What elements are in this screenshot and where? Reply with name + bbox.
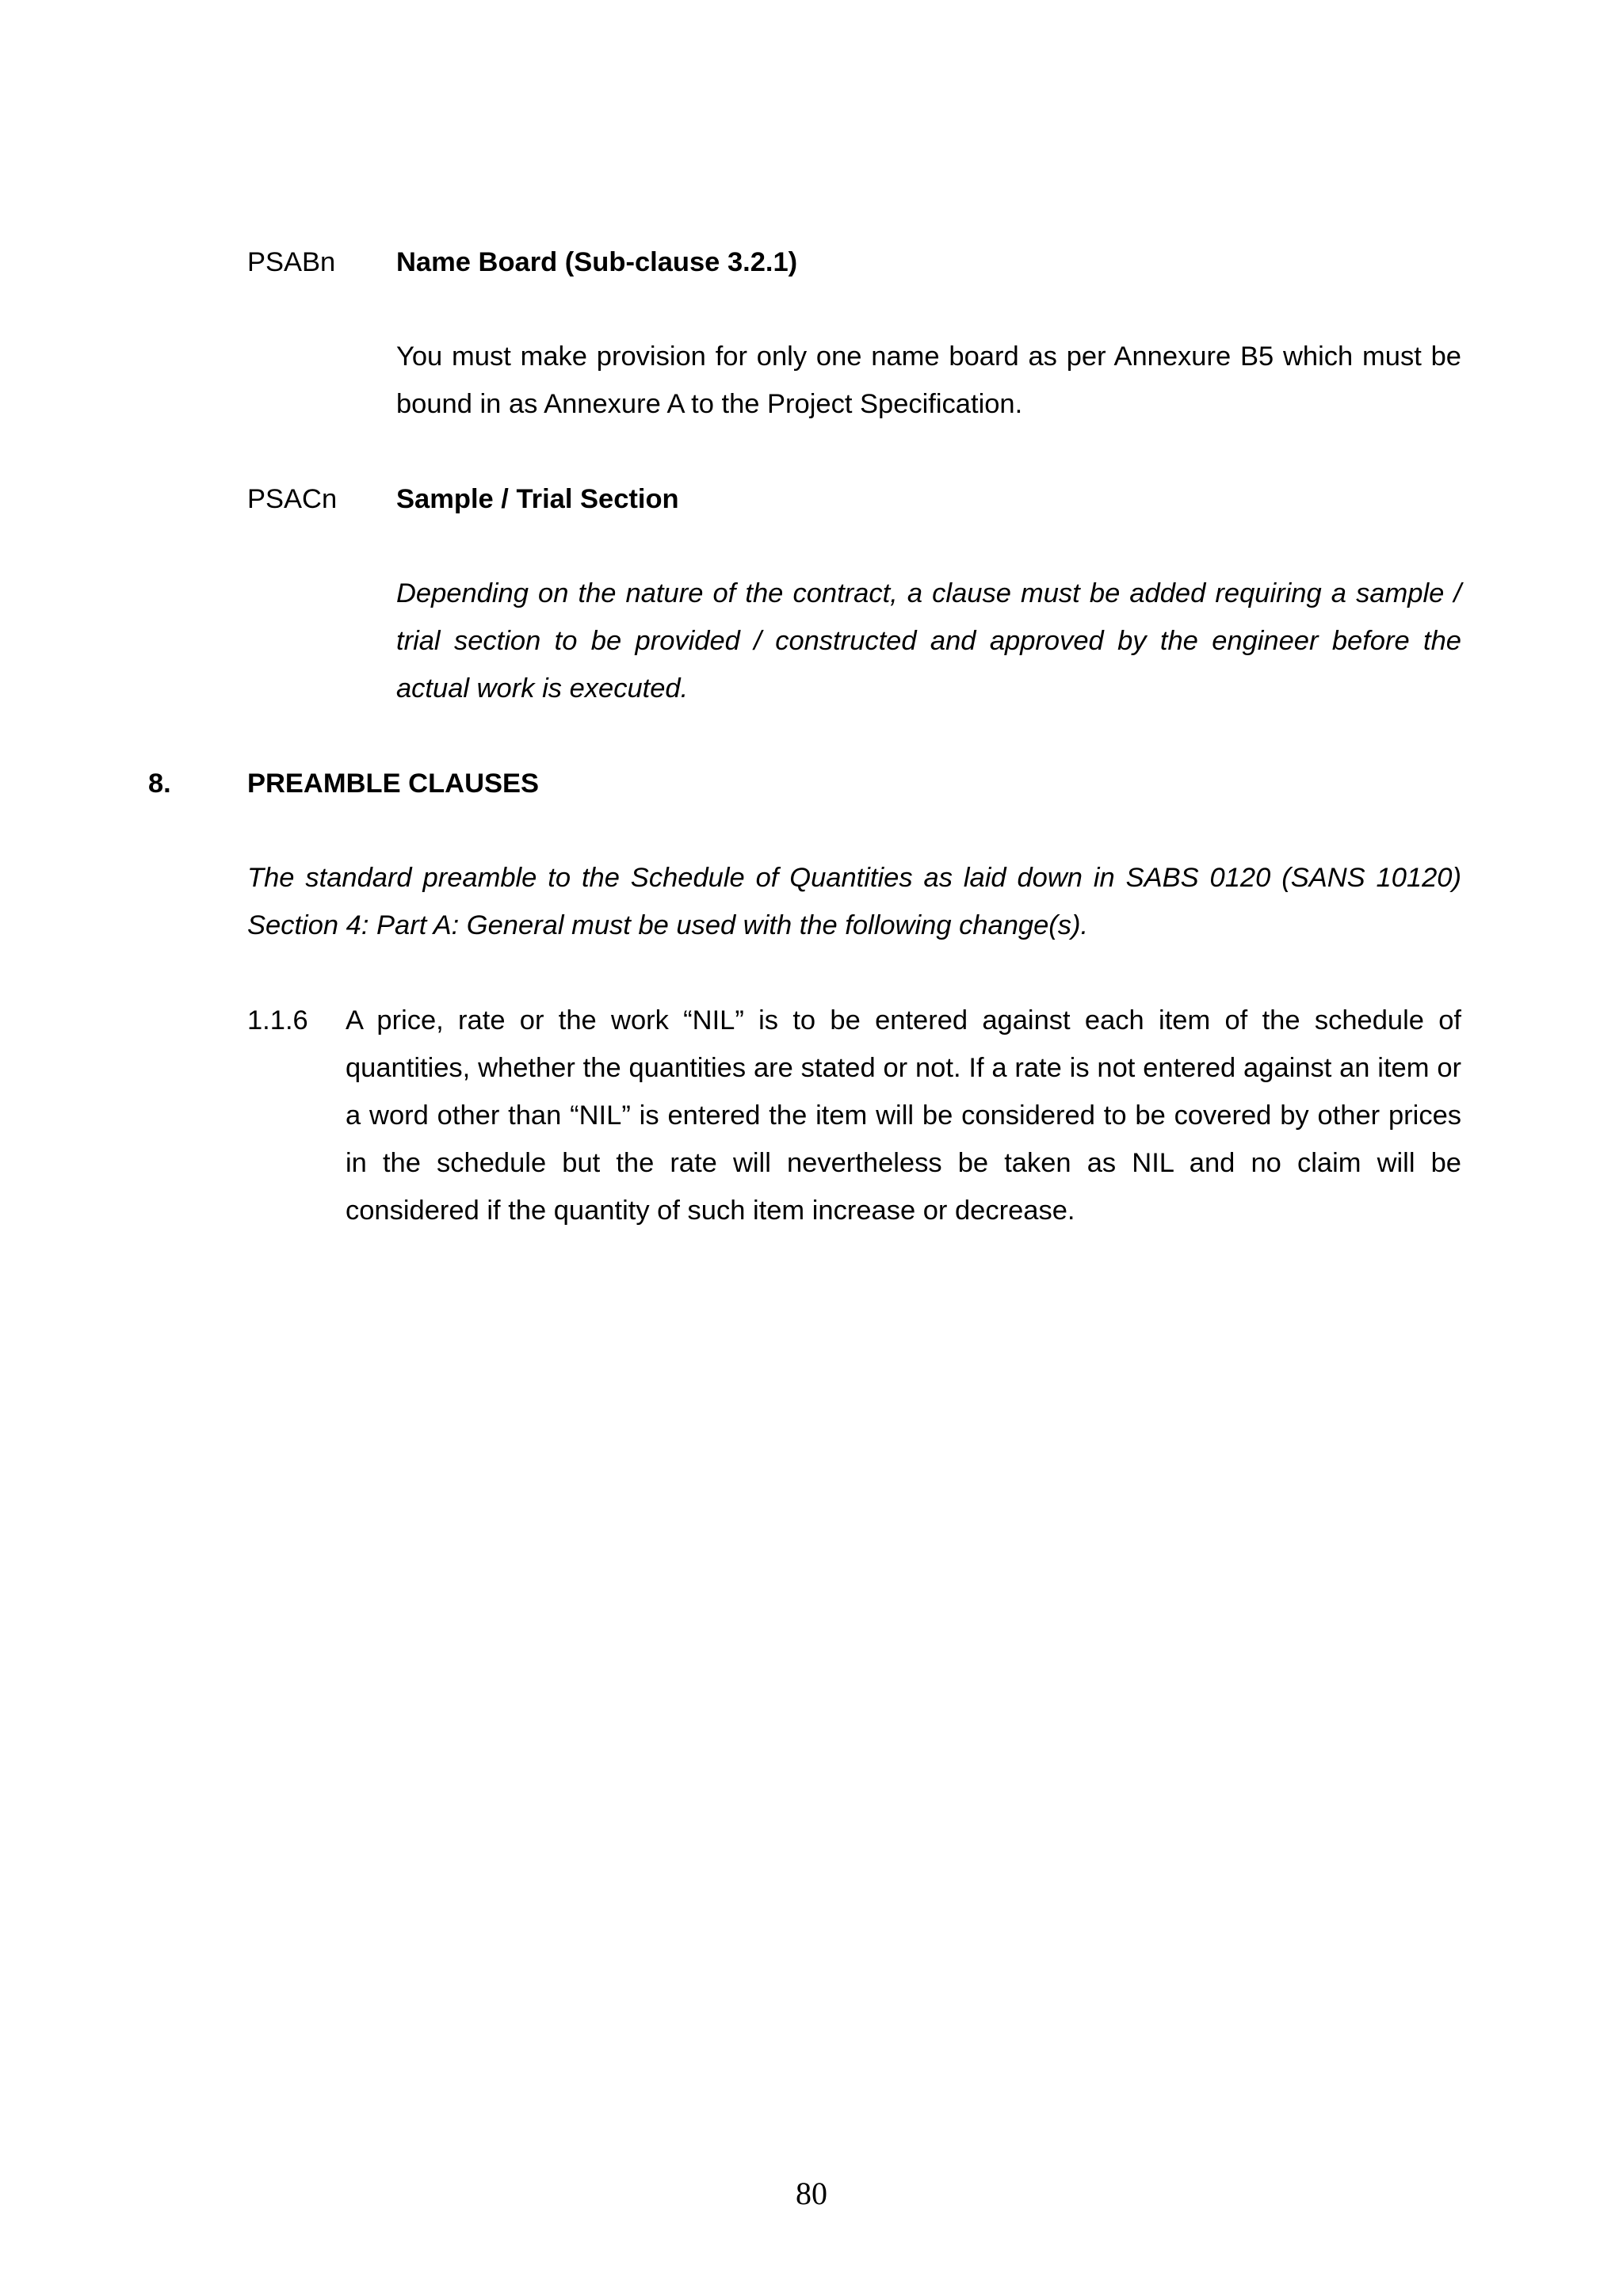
clause-text-sample-trial: Depending on the nature of the contract, a clause must be added requiring a sample / trial section to be provided / constructed and approved by the engineer before the actual work is executed.: [396, 578, 1461, 704]
clause-code-psacn: PSACn: [247, 484, 338, 514]
item-number: 1.1.6: [247, 1005, 308, 1035]
section-intro: The standard preamble to the Schedule of Quantities as laid down in SABS 0120 (SANS 10120) Section 4: Part A: General must be used with the following change(s).: [247, 863, 1461, 940]
item-text: A price, rate or the work “NIL” is to be entered against each item of the schedule of quantities, whether the quantities are stated or not. If a rate is not entered against an item or a word other than “NIL” is entered the item will be considered to be covered by other prices in the schedule but the rate will nevertheless be taken as NIL and no claim will be considered if the quantity of such item increase or decrease.: [346, 1005, 1461, 1226]
section-title: PREAMBLE CLAUSES: [247, 769, 540, 799]
section-number: 8.: [148, 769, 171, 799]
page-number: 80: [796, 2176, 827, 2211]
clause-title-name-board: Name Board (Sub-clause 3.2.1): [396, 247, 798, 277]
clause-title-sample-trial: Sample / Trial Section: [396, 484, 679, 514]
clause-text-name-board: You must make provision for only one name board as per Annexure B5 which must be bound in as Annexure A to the Project Specification.: [396, 341, 1461, 419]
clause-code-psabn: PSABn: [247, 247, 336, 277]
